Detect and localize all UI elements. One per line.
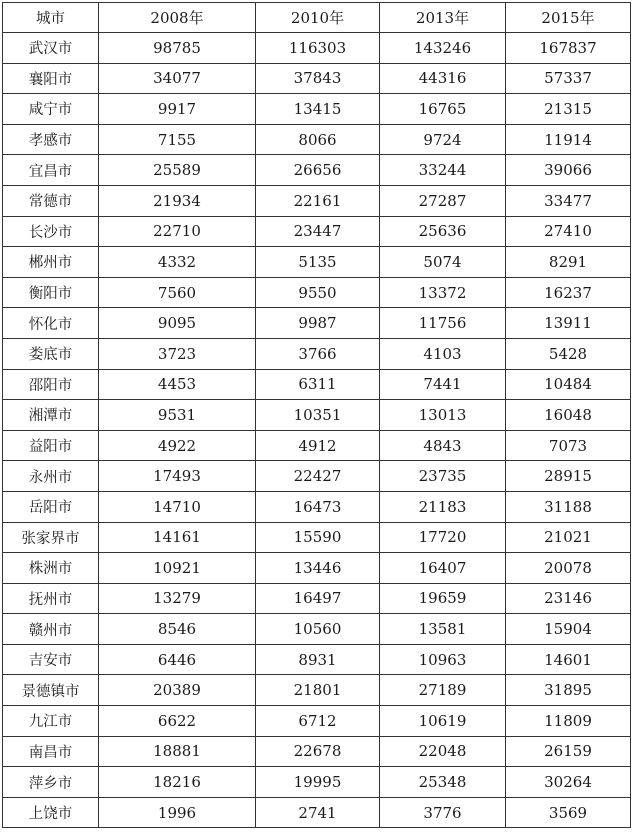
table-row bbox=[3, 767, 631, 798]
value-2013-cell: 44316 bbox=[380, 63, 506, 94]
column-header-2008: 2008年 bbox=[99, 3, 256, 33]
table-row bbox=[3, 736, 631, 767]
table-row bbox=[3, 644, 631, 675]
value-2010-cell: 19995 bbox=[256, 767, 380, 798]
value-2010-cell: 8066 bbox=[256, 124, 380, 155]
value-2015-cell: 31188 bbox=[506, 491, 631, 522]
value-2013-cell: 33244 bbox=[380, 155, 506, 186]
value-2010-cell: 9550 bbox=[256, 277, 380, 308]
city-cell: 萍乡市 bbox=[3, 767, 99, 798]
table-row bbox=[3, 185, 631, 216]
city-cell: 益阳市 bbox=[3, 430, 99, 461]
header-row bbox=[3, 3, 631, 33]
value-2010-cell: 16473 bbox=[256, 491, 380, 522]
value-2013-cell: 27287 bbox=[380, 185, 506, 216]
value-2008-cell: 14161 bbox=[99, 522, 256, 553]
city-cell: 宜昌市 bbox=[3, 155, 99, 186]
value-2008-cell: 9917 bbox=[99, 94, 256, 125]
table-row bbox=[3, 94, 631, 125]
table-row bbox=[3, 216, 631, 247]
value-2015-cell: 16048 bbox=[506, 400, 631, 431]
table-row bbox=[3, 124, 631, 155]
value-2008-cell: 13279 bbox=[99, 583, 256, 614]
value-2013-cell: 5074 bbox=[380, 247, 506, 278]
city-cell: 岳阳市 bbox=[3, 491, 99, 522]
city-cell: 九江市 bbox=[3, 706, 99, 737]
value-2010-cell: 6311 bbox=[256, 369, 380, 400]
city-cell: 娄底市 bbox=[3, 338, 99, 369]
table-row bbox=[3, 522, 631, 553]
value-2010-cell: 6712 bbox=[256, 706, 380, 737]
table-row bbox=[3, 430, 631, 461]
table-row bbox=[3, 400, 631, 431]
city-cell: 南昌市 bbox=[3, 736, 99, 767]
value-2008-cell: 20389 bbox=[99, 675, 256, 706]
value-2010-cell: 8931 bbox=[256, 644, 380, 675]
value-2015-cell: 8291 bbox=[506, 247, 631, 278]
value-2010-cell: 23447 bbox=[256, 216, 380, 247]
value-2015-cell: 33477 bbox=[506, 185, 631, 216]
table-row bbox=[3, 338, 631, 369]
value-2010-cell: 10351 bbox=[256, 400, 380, 431]
value-2013-cell: 19659 bbox=[380, 583, 506, 614]
city-cell: 咸宁市 bbox=[3, 94, 99, 125]
value-2010-cell: 22678 bbox=[256, 736, 380, 767]
table-row bbox=[3, 797, 631, 828]
value-2010-cell: 116303 bbox=[256, 33, 380, 64]
value-2013-cell: 17720 bbox=[380, 522, 506, 553]
value-2013-cell: 4103 bbox=[380, 338, 506, 369]
city-cell: 怀化市 bbox=[3, 308, 99, 339]
value-2015-cell: 7073 bbox=[506, 430, 631, 461]
value-2010-cell: 13446 bbox=[256, 553, 380, 584]
value-2008-cell: 1996 bbox=[99, 797, 256, 828]
city-cell: 常德市 bbox=[3, 185, 99, 216]
value-2013-cell: 22048 bbox=[380, 736, 506, 767]
column-header-2013: 2013年 bbox=[380, 3, 506, 33]
table-row bbox=[3, 706, 631, 737]
value-2013-cell: 13581 bbox=[380, 614, 506, 645]
city-cell: 湘潭市 bbox=[3, 400, 99, 431]
value-2008-cell: 6446 bbox=[99, 644, 256, 675]
table-row bbox=[3, 461, 631, 492]
value-2015-cell: 21021 bbox=[506, 522, 631, 553]
value-2010-cell: 3766 bbox=[256, 338, 380, 369]
table-row bbox=[3, 583, 631, 614]
table-row bbox=[3, 308, 631, 339]
value-2015-cell: 39066 bbox=[506, 155, 631, 186]
column-header-2010: 2010年 bbox=[256, 3, 380, 33]
value-2013-cell: 13013 bbox=[380, 400, 506, 431]
value-2013-cell: 3776 bbox=[380, 797, 506, 828]
column-header-2015: 2015年 bbox=[506, 3, 631, 33]
value-2013-cell: 25348 bbox=[380, 767, 506, 798]
column-header-city: 城市 bbox=[3, 3, 99, 33]
value-2008-cell: 14710 bbox=[99, 491, 256, 522]
value-2010-cell: 22161 bbox=[256, 185, 380, 216]
value-2015-cell: 21315 bbox=[506, 94, 631, 125]
value-2008-cell: 7560 bbox=[99, 277, 256, 308]
value-2013-cell: 10963 bbox=[380, 644, 506, 675]
city-cell: 吉安市 bbox=[3, 644, 99, 675]
value-2015-cell: 16237 bbox=[506, 277, 631, 308]
value-2008-cell: 98785 bbox=[99, 33, 256, 64]
value-2015-cell: 14601 bbox=[506, 644, 631, 675]
value-2015-cell: 27410 bbox=[506, 216, 631, 247]
value-2015-cell: 167837 bbox=[506, 33, 631, 64]
value-2013-cell: 11756 bbox=[380, 308, 506, 339]
city-cell: 张家界市 bbox=[3, 522, 99, 553]
value-2008-cell: 21934 bbox=[99, 185, 256, 216]
value-2015-cell: 11914 bbox=[506, 124, 631, 155]
value-2010-cell: 13415 bbox=[256, 94, 380, 125]
table-body bbox=[3, 33, 631, 828]
value-2008-cell: 8546 bbox=[99, 614, 256, 645]
value-2010-cell: 4912 bbox=[256, 430, 380, 461]
value-2015-cell: 3569 bbox=[506, 797, 631, 828]
value-2008-cell: 25589 bbox=[99, 155, 256, 186]
value-2008-cell: 22710 bbox=[99, 216, 256, 247]
value-2015-cell: 20078 bbox=[506, 553, 631, 584]
value-2008-cell: 18881 bbox=[99, 736, 256, 767]
value-2013-cell: 4843 bbox=[380, 430, 506, 461]
value-2008-cell: 18216 bbox=[99, 767, 256, 798]
table-row bbox=[3, 277, 631, 308]
table-row bbox=[3, 553, 631, 584]
value-2013-cell: 21183 bbox=[380, 491, 506, 522]
value-2010-cell: 15590 bbox=[256, 522, 380, 553]
value-2013-cell: 25636 bbox=[380, 216, 506, 247]
value-2008-cell: 9095 bbox=[99, 308, 256, 339]
city-cell: 株洲市 bbox=[3, 553, 99, 584]
value-2013-cell: 7441 bbox=[380, 369, 506, 400]
table-row bbox=[3, 675, 631, 706]
table-row bbox=[3, 369, 631, 400]
value-2010-cell: 9987 bbox=[256, 308, 380, 339]
city-cell: 景德镇市 bbox=[3, 675, 99, 706]
table-container bbox=[2, 2, 631, 828]
city-cell: 赣州市 bbox=[3, 614, 99, 645]
value-2015-cell: 5428 bbox=[506, 338, 631, 369]
value-2013-cell: 143246 bbox=[380, 33, 506, 64]
city-data-table bbox=[2, 2, 631, 828]
value-2015-cell: 30264 bbox=[506, 767, 631, 798]
value-2008-cell: 4332 bbox=[99, 247, 256, 278]
value-2013-cell: 13372 bbox=[380, 277, 506, 308]
city-cell: 郴州市 bbox=[3, 247, 99, 278]
value-2013-cell: 16765 bbox=[380, 94, 506, 125]
city-cell: 襄阳市 bbox=[3, 63, 99, 94]
value-2008-cell: 17493 bbox=[99, 461, 256, 492]
value-2015-cell: 23146 bbox=[506, 583, 631, 614]
value-2015-cell: 15904 bbox=[506, 614, 631, 645]
city-cell: 衡阳市 bbox=[3, 277, 99, 308]
value-2010-cell: 10560 bbox=[256, 614, 380, 645]
table-row bbox=[3, 33, 631, 64]
value-2013-cell: 10619 bbox=[380, 706, 506, 737]
value-2010-cell: 2741 bbox=[256, 797, 380, 828]
value-2013-cell: 9724 bbox=[380, 124, 506, 155]
value-2010-cell: 22427 bbox=[256, 461, 380, 492]
value-2008-cell: 4922 bbox=[99, 430, 256, 461]
value-2015-cell: 57337 bbox=[506, 63, 631, 94]
city-cell: 永州市 bbox=[3, 461, 99, 492]
value-2008-cell: 6622 bbox=[99, 706, 256, 737]
value-2015-cell: 13911 bbox=[506, 308, 631, 339]
value-2013-cell: 23735 bbox=[380, 461, 506, 492]
value-2013-cell: 16407 bbox=[380, 553, 506, 584]
value-2010-cell: 37843 bbox=[256, 63, 380, 94]
value-2010-cell: 16497 bbox=[256, 583, 380, 614]
value-2015-cell: 26159 bbox=[506, 736, 631, 767]
city-cell: 邵阳市 bbox=[3, 369, 99, 400]
city-cell: 武汉市 bbox=[3, 33, 99, 64]
value-2015-cell: 11809 bbox=[506, 706, 631, 737]
value-2008-cell: 4453 bbox=[99, 369, 256, 400]
city-cell: 抚州市 bbox=[3, 583, 99, 614]
table-row bbox=[3, 491, 631, 522]
city-cell: 长沙市 bbox=[3, 216, 99, 247]
value-2008-cell: 9531 bbox=[99, 400, 256, 431]
value-2015-cell: 31895 bbox=[506, 675, 631, 706]
value-2010-cell: 21801 bbox=[256, 675, 380, 706]
value-2008-cell: 10921 bbox=[99, 553, 256, 584]
value-2010-cell: 26656 bbox=[256, 155, 380, 186]
table-row bbox=[3, 614, 631, 645]
value-2008-cell: 34077 bbox=[99, 63, 256, 94]
city-cell: 上饶市 bbox=[3, 797, 99, 828]
value-2008-cell: 7155 bbox=[99, 124, 256, 155]
value-2010-cell: 5135 bbox=[256, 247, 380, 278]
value-2015-cell: 28915 bbox=[506, 461, 631, 492]
table-row bbox=[3, 63, 631, 94]
city-cell: 孝感市 bbox=[3, 124, 99, 155]
value-2015-cell: 10484 bbox=[506, 369, 631, 400]
value-2013-cell: 27189 bbox=[380, 675, 506, 706]
table-row bbox=[3, 155, 631, 186]
value-2008-cell: 3723 bbox=[99, 338, 256, 369]
table-row bbox=[3, 247, 631, 278]
